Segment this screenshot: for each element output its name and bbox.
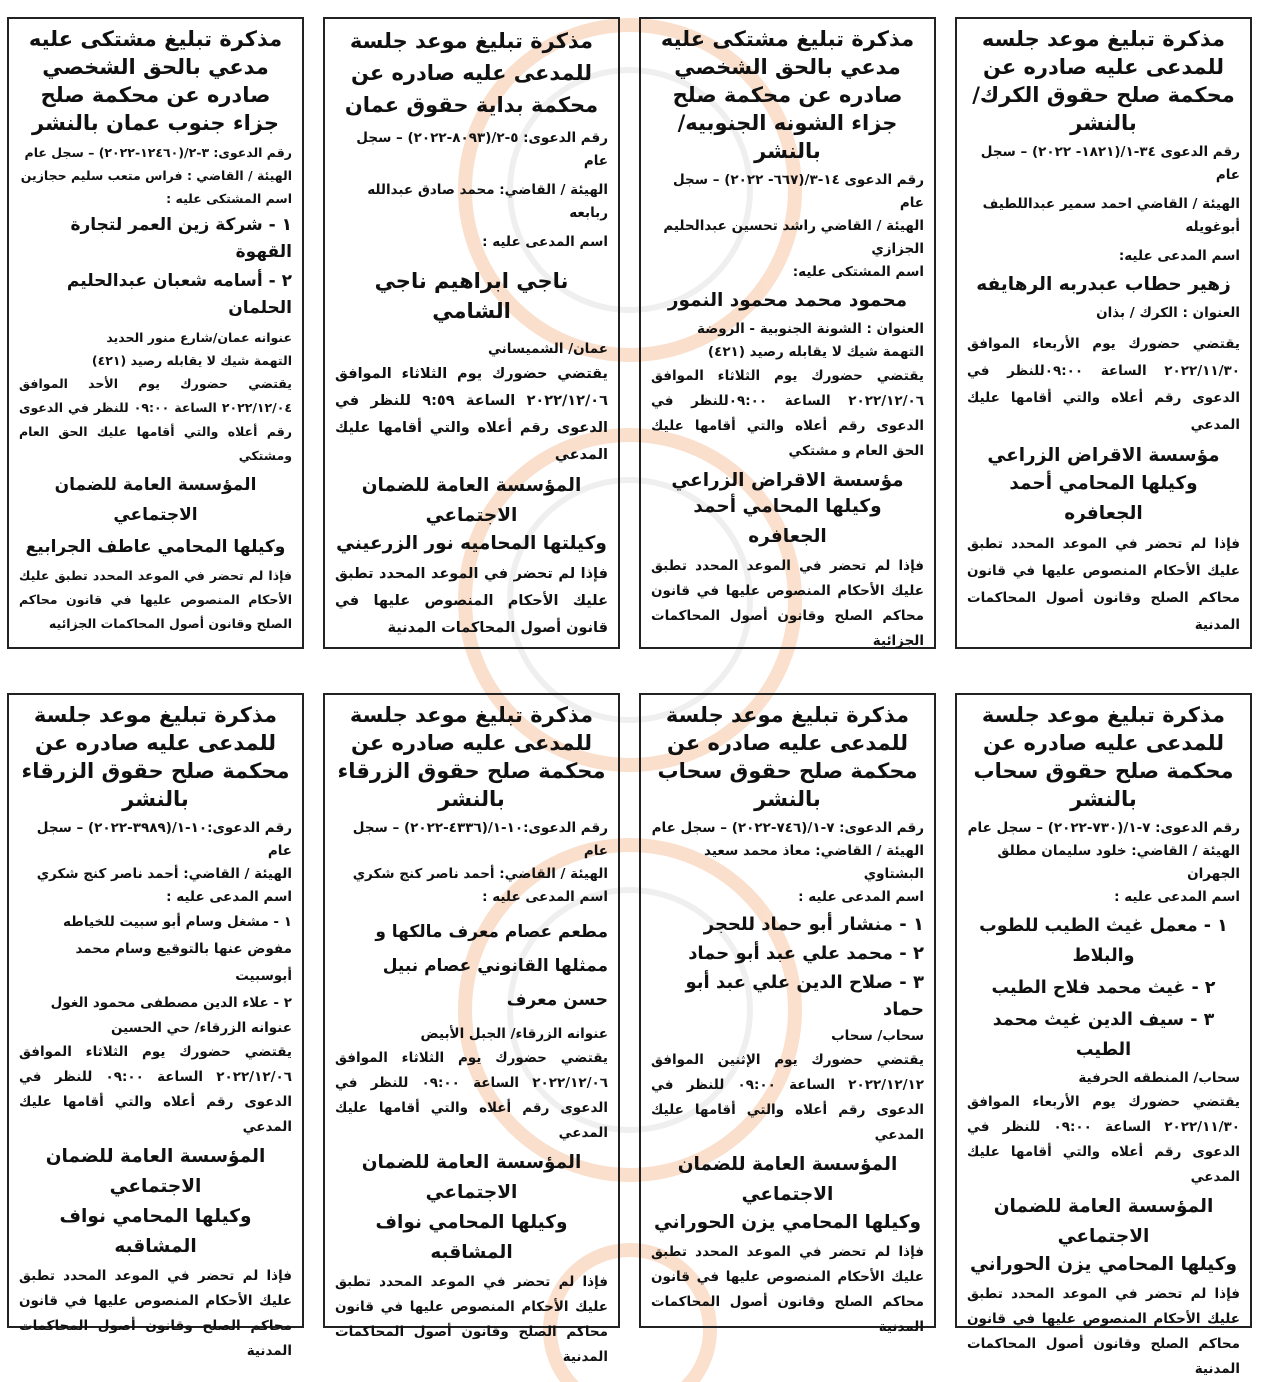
notice-zarqa-civil-3989 bbox=[7, 693, 304, 1359]
defendant-name: ناجي ابراهيم ناجي الشامي bbox=[374, 269, 569, 323]
defendant-name: مطعم عصام معرف مالكها و ممثلها القانوني عصام نبيل حسن معرف bbox=[375, 922, 608, 1010]
address: عنوانه الزرقاء/ حي الحسين bbox=[111, 1020, 292, 1036]
notice-body: يقتضي حضورك يوم الإثنين الموافق ٢٠٢٢/١٢/١٢ الساعة ٠٩:٠٠ للنظر في الدعوى رقم أعلاه والتي أقامها عليك المدعي bbox=[651, 1052, 924, 1143]
lawyer: وكيلها المحامي أحمد الجعافره bbox=[1009, 473, 1198, 524]
notice-amman-first-instance bbox=[323, 17, 620, 649]
party-label: اسم المدعى عليه : bbox=[482, 889, 608, 905]
plaintiff: المؤسسة العامة للضمان الاجتماعي bbox=[993, 1196, 1214, 1247]
notice-title: مذكرة تبليغ موعد جلسة للمدعى عليه صادره عن محكمة صلح حقوق الزرقاء بالنشر bbox=[21, 703, 290, 811]
party-label: اسم المدعى عليه : bbox=[482, 234, 608, 250]
footer-warning: فإذا لم تحضر في الموعد المحدد تطبق عليك الأحكام المنصوص عليها في قانون محاكم الصلح وقانون أصول المحاكمات المدنية bbox=[335, 1274, 608, 1365]
footer-warning: فإذا لم تحضر في الموعد المحدد تطبق عليك الأحكام المنصوص عليها في قانون محاكم الصلح وقانون أصول المحاكمات المدنية bbox=[967, 536, 1240, 633]
address: عنوانه عمان/شارع منور الحديد bbox=[106, 330, 292, 345]
judge: الهيئة / القاضي: خلود سليمان مطلق الجهران bbox=[997, 843, 1240, 882]
notice-body: يقتضي حضورك يوم الثلاثاء الموافق ٢٠٢٢/١٢/٠٦ الساعة ٠٩:٠٠ للنظر في الدعوى رقم أعلاه والتي أقامها عليك المدعي bbox=[335, 1050, 608, 1141]
case-number: رقم الدعوى ٣٤-١/(١٨٢١- ٢٠٢٢) – سجل عام bbox=[980, 144, 1240, 183]
party-label: اسم المشتكى عليه: bbox=[792, 264, 924, 280]
plaintiff: المؤسسة العامة للضمان الاجتماعي bbox=[45, 1146, 266, 1197]
party-label: اسم المشتكى عليه : bbox=[166, 191, 292, 206]
plaintiff: المؤسسة العامة للضمان الاجتماعي bbox=[361, 475, 582, 526]
notice-south-shouna-criminal bbox=[639, 17, 936, 649]
footer-warning: فإذا لم تحضر في الموعد المحدد تطبق عليك الأحكام المنصوص عليها في قانون محاكم الصلح وقانون أصول المحاكمات الجزائية bbox=[651, 558, 924, 649]
notice-body: يقتضي حضورك يوم الأربعاء الموافق ٢٠٢٢/١١/٣٠ الساعة ٠٩:٠٠ للنظر في الدعوى رقم أعلاه والتي أقامها عليك المدعي bbox=[967, 1094, 1240, 1185]
lawyer: وكيلها المحامي يزن الحوراني bbox=[653, 1212, 922, 1233]
lawyer: وكيلها المحامي نواف المشاقبه bbox=[375, 1212, 568, 1263]
party-label: اسم المدعى عليه : bbox=[166, 889, 292, 905]
defendant-name: محمود محمد محمود النمور bbox=[667, 290, 908, 311]
judge: الهيئة / القاضي : فراس متعب سليم حجازين bbox=[20, 168, 292, 183]
footer-warning: فإذا لم تحضر في الموعد المحدد تطبق عليك الأحكام المنصوص عليها في قانون محاكم الصلح وقانون أصول المحاكمات المدنية bbox=[651, 1244, 924, 1335]
notice-title: مذكرة تبليغ موعد جلسه للمدعى عليه صادره عن محكمة صلح حقوق الكرك/بالنشر bbox=[972, 27, 1235, 135]
address: عنوانه الزرقاء/ الجبل الأبيض bbox=[420, 1026, 608, 1042]
judge: الهيئة / القاضي راشد تحسين عبدالحليم الجزازي bbox=[663, 218, 924, 257]
defendant-name: ٢ - علاء الدين مصطفى محمود الغول bbox=[50, 995, 292, 1011]
notice-zarqa-civil-4336 bbox=[323, 693, 620, 1365]
notice-body: يقتضي حضورك يوم الثلاثاء الموافق ٢٠٢٢/١٢/٠٦ الساعة ٠٩:٠٠للنظر في الدعوى رقم أعلاه والتي أقامها عليك الحق العام و مشتكي bbox=[651, 368, 925, 459]
address: العنوان : الشونة الجنوبية - الروضة bbox=[697, 321, 924, 337]
address: العنوان : الكرك / بذان bbox=[1096, 305, 1240, 321]
notice-body: يقتضي حضورك يوم الثلاثاء الموافق ٢٠٢٢/١٢/٠٦ الساعة ٩:٥٩ للنظر في الدعوى رقم أعلاه والتي أقامها عليك المدعي bbox=[335, 366, 608, 463]
judge: الهيئة / القاضي: معاذ محمد سعيد البشتاوي bbox=[704, 843, 924, 882]
notice-title: مذكرة تبليغ موعد جلسة للمدعى عليه صادره عن محكمة بداية حقوق عمان bbox=[344, 29, 599, 117]
charge: التهمة شيك لا يقابله رصيد (٤٢١) bbox=[91, 353, 292, 368]
judge: الهيئة / القاضي: أحمد ناصر كنج شكري bbox=[36, 866, 292, 882]
judge: الهيئة / القاضي احمد سمير عبداللطيف أبوغويله bbox=[982, 196, 1240, 235]
lawyer: وكيلها المحامي عاطف الجرابيع bbox=[25, 537, 286, 557]
footer-warning: فإذا لم تحضر في الموعد المحدد تطبق عليك الأحكام المنصوص عليها في قانون محاكم الصلح وقانون أصول المحاكمات الجزائيه bbox=[19, 568, 292, 631]
notice-body: يقتضي حضورك يوم الثلاثاء الموافق ٢٠٢٢/١٢/٠٦ الساعة ٠٩:٠٠ للنظر في الدعوى رقم أعلاه والتي أقامها عليك المدعي bbox=[19, 1044, 292, 1135]
case-number: رقم الدعوى:١٠-١/(٤٣٣٦-٢٠٢٢) – سجل عام bbox=[352, 820, 608, 859]
notice-title: مذكرة تبليغ مشتكى عليه مدعي بالحق الشخصي صادره عن محكمة صلح جزاء الشونه الجنوبيه/بالنشر bbox=[660, 27, 915, 163]
plaintiff: مؤسسة الاقراض الزراعي bbox=[987, 445, 1220, 466]
lawyer: وكيلها المحامي يزن الحوراني bbox=[969, 1254, 1238, 1275]
notice-sahab-civil-746 bbox=[639, 693, 936, 1335]
defendant-name: ١ - منشار أبو حماد للحجر bbox=[703, 914, 924, 935]
party-label: اسم المدعى عليه : bbox=[798, 889, 924, 905]
case-number: رقم الدعوى:١٠-١/(٣٩٨٩-٢٠٢٢) – سجل عام bbox=[36, 820, 292, 859]
case-number: رقم الدعوى ١٤-٣/(٦٦٧- ٢٠٢٢) – سجل عام bbox=[673, 172, 924, 211]
footer-warning: فإذا لم تحضر في الموعد المحدد تطبق عليك الأحكام المنصوص عليها في قانون محاكم الصلح وقانون أصول المحاكمات المدنية bbox=[19, 1268, 292, 1359]
case-number: رقم الدعوى: ٧-١/(٧٣٠-٢٠٢٢) – سجل عام bbox=[967, 820, 1240, 836]
footer-warning: فإذا لم تحضر في الموعد المحدد تطبق عليك الأحكام المنصوص عليها في قانون أصول المحاكمات المدنية bbox=[335, 566, 608, 636]
lawyer: وكيلها المحامي أحمد الجعافره bbox=[693, 496, 882, 547]
defendant-name: ١ - شركة زين العمر لتجارة القهوة bbox=[70, 215, 292, 262]
plaintiff: المؤسسة العامة للضمان الاجتماعي bbox=[361, 1152, 582, 1203]
judge: الهيئة / القاضي: أحمد ناصر كنج شكري bbox=[352, 866, 608, 882]
defendant-name: ٢ - محمد علي عبد أبو حماد bbox=[688, 943, 924, 964]
defendant-name: ٣ - سيف الدين غيث محمد الطيب bbox=[992, 1010, 1215, 1060]
case-number: رقم الدعوى: ٧-١/(٧٤٦-٢٠٢٢) – سجل عام bbox=[651, 820, 924, 836]
charge: التهمة شيك لا يقابله رصيد (٤٢١) bbox=[707, 344, 924, 360]
notice-body: يقتضي حضورك يوم الأحد الموافق ٢٠٢٢/١٢/٠٤ الساعة ٠٩:٠٠ للنظر في الدعوى رقم أعلاه والتي أقامها عليك الحق العام ومشتكي bbox=[19, 376, 292, 463]
notice-south-amman-criminal bbox=[7, 17, 304, 649]
address: سحاب/ سحاب bbox=[831, 1028, 924, 1044]
notice-body: يقتضي حضورك يوم الأربعاء الموافق ٢٠٢٢/١١/٣٠ الساعة ٠٩:٠٠للنظر في الدعوى رقم أعلاه والتي أقامها عليك المدعي bbox=[967, 336, 1241, 433]
plaintiff: المؤسسة العامة للضمان الاجتماعي bbox=[677, 1154, 898, 1205]
defendant-name: ١ - معمل غيث الطيب للطوب والبلاط bbox=[979, 916, 1228, 966]
notice-title: مذكرة تبليغ موعد جلسة للمدعى عليه صادره عن محكمة صلح حقوق سحاب بالنشر bbox=[973, 703, 1234, 811]
case-number: رقم الدعوى: ٥-٢/(٨٠٩٣-٢٠٢٢) – سجل عام bbox=[356, 130, 608, 169]
defendant-name: زهير حطاب عبدربه الرهايفه bbox=[976, 274, 1231, 295]
notice-sahab-civil-730 bbox=[955, 693, 1252, 1377]
lawyer: وكيلتها المحاميه نور الزرعيني bbox=[336, 533, 607, 554]
defendant-name: ٣ - صلاح الدين علي عبد أبو حماد bbox=[685, 972, 924, 1020]
address: سحاب/ المنطقه الحرفية bbox=[1078, 1070, 1240, 1086]
address: عمان/ الشميساني bbox=[487, 341, 608, 357]
notice-title: مذكرة تبليغ موعد جلسة للمدعى عليه صادره عن محكمة صلح حقوق الزرقاء بالنشر bbox=[337, 703, 606, 811]
case-number: رقم الدعوى: ٣-٢/(١٢٤٦٠-٢٠٢٢) – سجل عام bbox=[24, 145, 292, 160]
party-label: اسم المدعى عليه : bbox=[1114, 889, 1240, 905]
lawyer: وكيلها المحامي نواف المشاقبه bbox=[59, 1206, 252, 1257]
party-label: اسم المدعى عليه: bbox=[1118, 248, 1240, 264]
defendant-name: ٢ - أسامه شعبان عبدالحليم الحلمان bbox=[66, 271, 292, 318]
footer-warning: فإذا لم تحضر في الموعد المحدد تطبق عليك الأحكام المنصوص عليها في قانون محاكم الصلح وقانون أصول المحاكمات المدنية bbox=[967, 1286, 1240, 1377]
notice-title: مذكرة تبليغ موعد جلسة للمدعى عليه صادره عن محكمة صلح حقوق سحاب بالنشر bbox=[657, 703, 918, 811]
defendant-name: ١ - مشغل وسام أبو سبيت للخياطه مفوض عنها بالتوقيع وسام محمد أبوسبيت bbox=[63, 914, 292, 984]
plaintiff: مؤسسة الاقراض الزراعي bbox=[671, 470, 904, 491]
notice-karak-civil bbox=[955, 17, 1252, 649]
defendant-name: ٢ - غيث محمد فلاح الطيب bbox=[991, 978, 1216, 998]
plaintiff: المؤسسة العامة للضمان الاجتماعي bbox=[54, 475, 257, 525]
notice-title: مذكرة تبليغ مشتكى عليه مدعي بالحق الشخصي صادره عن محكمة صلح جزاء جنوب عمان بالنشر bbox=[28, 27, 283, 135]
judge: الهيئة / القاضي: محمد صادق عبدالله ربابعه bbox=[367, 182, 608, 221]
